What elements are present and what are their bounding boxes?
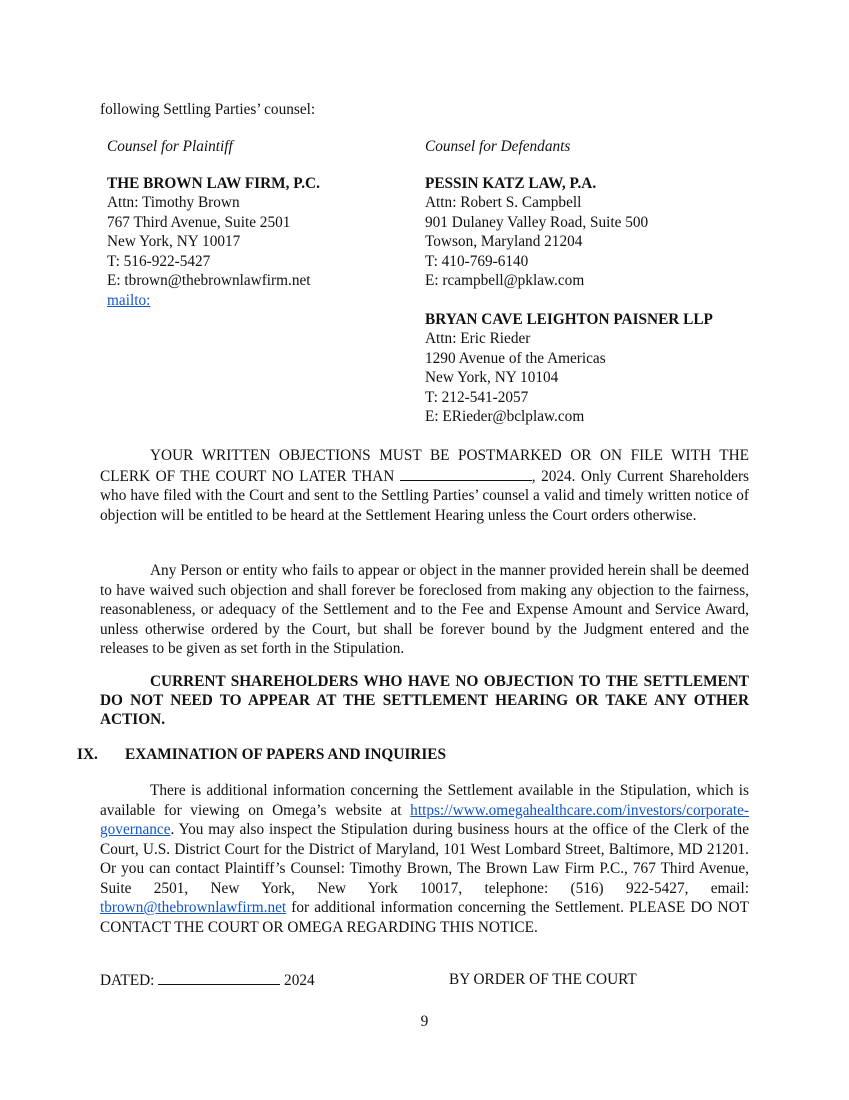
dated-year: 2024 — [284, 972, 315, 989]
plaintiff-email-link[interactable]: tbrown@thebrownlawfirm.net — [100, 899, 287, 916]
plaintiff-firm-name: THE BROWN LAW FIRM, P.C. — [107, 174, 320, 192]
waiver-text: Any Person or entity who fails to appear or object in the manner provided herein shall be deemed to have waived such objection and shall forever be foreclosed from making any objection to the fairness, reasonableness, or adequacy of the Settlement and to the Fee and Expense Amount and Service Award, unless otherwise ordered by the Court, but shall be forever bound by the Judgment entered and the releases to be given as set forth in the Stipulation. — [100, 562, 749, 657]
defendant-firm1-email: E: rcampbell@pklaw.com — [425, 272, 585, 289]
defendant-firm1-attn: Attn: Robert S. Campbell — [425, 194, 582, 211]
defendant-firm2-email: E: ERieder@bclplaw.com — [425, 408, 585, 425]
dated-blank — [158, 970, 280, 985]
defendant-firm2-name: BRYAN CAVE LEIGHTON PAISNER LLP — [425, 310, 713, 328]
counsel-defendants-heading: Counsel for Defendants — [425, 138, 571, 155]
defendant-firm2-attn: Attn: Eric Rieder — [425, 330, 531, 347]
page-number: 9 — [420, 1013, 429, 1030]
plaintiff-mailto-link[interactable]: mailto: — [107, 291, 151, 309]
objection-deadline-text-a: YOUR WRITTEN OBJECTIONS MUST BE POSTMARKED OR ON FILE WITH THE CLERK OF THE COURT NO LATER THAN — [100, 447, 749, 485]
objection-deadline-paragraph — [100, 446, 749, 525]
plaintiff-email: E: tbrown@thebrownlawfirm.net — [107, 272, 311, 289]
deadline-date-blank — [400, 466, 532, 481]
plaintiff-phone: T: 516-922-5427 — [107, 252, 211, 270]
section-ix-heading — [77, 745, 446, 765]
no-objection-notice — [100, 672, 749, 729]
objection-deadline-text-b: , 2024. Only Current Shareholders who have filed with the Court and sent to the Settling Parties’ counsel a valid and timely written notice of objection will be entitled to be heard at the Settlement Hearing unless the Court orders otherwise. — [100, 467, 749, 524]
counsel-plaintiff-block — [107, 137, 320, 310]
defendant-firm2-address-1: 1290 Avenue of the Americas — [425, 349, 606, 367]
plaintiff-attn: Attn: Timothy Brown — [107, 194, 240, 211]
plaintiff-address-2: New York, NY 10017 — [107, 233, 241, 250]
defendant-firm1-address-2: Towson, Maryland 21204 — [425, 233, 583, 250]
dated-line — [100, 970, 315, 991]
no-objection-text: CURRENT SHAREHOLDERS WHO HAVE NO OBJECTION TO THE SETTLEMENT DO NOT NEED TO APPEAR AT THE SETTLEMENT HEARING OR TAKE ANY OTHER ACTION. — [100, 673, 749, 728]
defendant-firm1-phone: T: 410-769-6140 — [425, 252, 529, 270]
counsel-defendants-block — [425, 137, 713, 427]
defendant-firm2-address-2: New York, NY 10104 — [425, 369, 559, 386]
waiver-paragraph — [100, 561, 749, 659]
dated-label: DATED: — [100, 972, 155, 989]
section-ix-number: IX. — [77, 746, 98, 763]
section-ix-text-c: for additional information concerning the Settlement. PLEASE DO NOT CONTACT THE COURT OR OMEGA REGARDING THIS NOTICE. — [100, 899, 749, 936]
defendant-firm2-phone: T: 212-541-2057 — [425, 388, 529, 406]
order-of-court: BY ORDER OF THE COURT — [449, 971, 637, 988]
section-ix-text-b: . You may also inspect the Stipulation during business hours at the office of the Clerk of the Court, U.S. District Court for the District of Maryland, 101 West Lombard Street, Baltimore, MD 21201. Or you can contact Plaintiff’s Counsel: Timothy Brown, The Brown Law Firm P.C., 767 Third Avenue, Suite 2501, New York, New York 10017, telephone: (516) 922-5427, email: — [100, 821, 749, 897]
omega-website-link[interactable]: https://www.omegahealthcare.com/investors/corporate-governance — [100, 801, 749, 838]
defendant-firm1-address-1: 901 Dulaney Valley Road, Suite 500 — [425, 213, 649, 231]
section-ix-text-a: There is additional information concerning the Settlement available in the Stipulation, which is available for viewing on Omega’s website at — [100, 782, 749, 819]
section-ix-paragraph — [100, 781, 749, 937]
defendant-firm1-name: PESSIN KATZ LAW, P.A. — [425, 174, 597, 192]
plaintiff-address-1: 767 Third Avenue, Suite 2501 — [107, 213, 291, 231]
intro-text: following Settling Parties’ counsel: — [100, 101, 316, 118]
counsel-plaintiff-heading: Counsel for Plaintiff — [107, 138, 233, 155]
section-ix-title: EXAMINATION OF PAPERS AND INQUIRIES — [125, 746, 446, 763]
